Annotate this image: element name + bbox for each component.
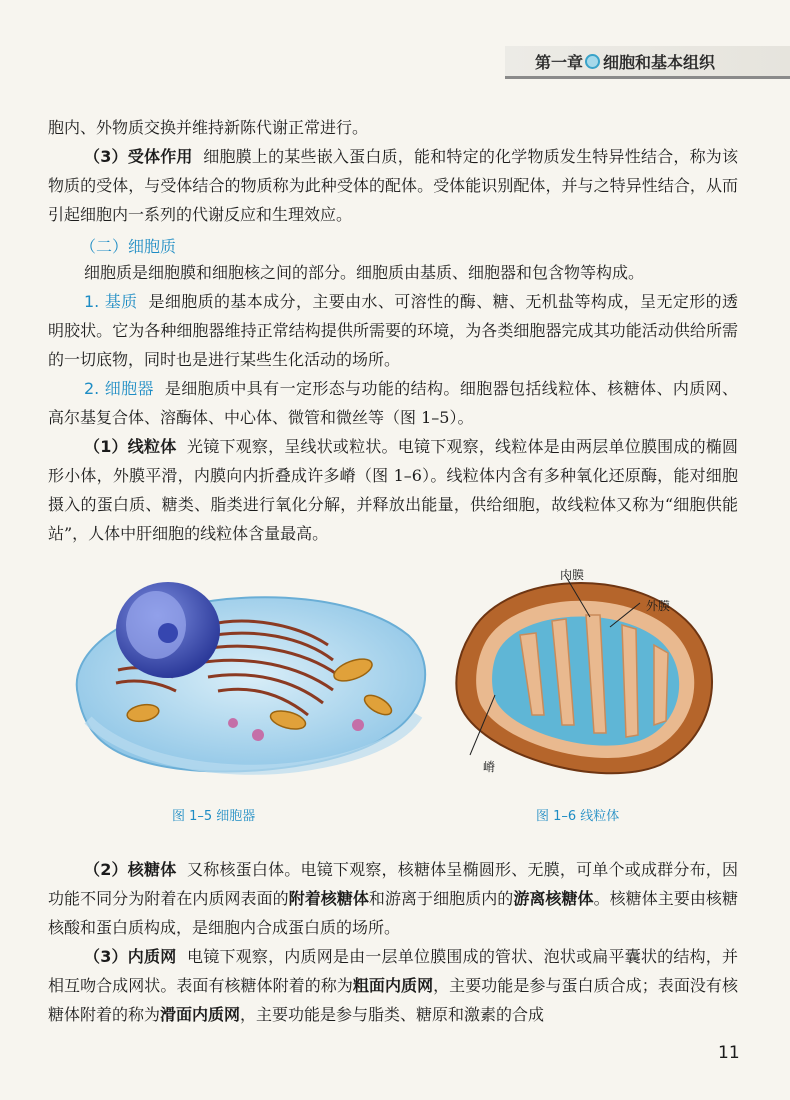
er-body-2: ，主要功能是参与蛋白质合成；表面没有核糖体附着的称为 (48, 976, 738, 1024)
paragraph-mitochondria (48, 432, 738, 548)
chapter-title: 细胞和基本组织 (603, 53, 716, 72)
er-body-3: ，主要功能是参与脂类、糖原和激素的合成 (240, 1005, 545, 1024)
paragraph-organelles (48, 374, 738, 432)
label-inner-membrane: 内膜 (560, 568, 585, 582)
receptor-heading: （3）受体作用 (84, 147, 193, 166)
er-heading: （3）内质网 (84, 947, 177, 966)
chapter-heading (535, 50, 715, 73)
er-smooth: 滑面内质网 (160, 1005, 241, 1024)
organelles-heading: 2. 细胞器 (84, 379, 154, 398)
receptor-body: 细胞膜上的某些嵌入蛋白质，能和特定的化学物质发生特异性结合，称为该物质的受体，与受体结合的物质称为此种受体的配体。受体能识别配体，并与之特异性结合，从而引起细胞内一系列的代谢反应和生理效应。 (48, 147, 739, 224)
paragraph-matrix (48, 287, 738, 374)
ribosome-free: 游离核糖体 (513, 889, 594, 908)
figure-caption-1-5: 图 1–5 细胞器 (172, 809, 256, 824)
cell-organelles-figure (58, 545, 438, 795)
matrix-heading: 1. 基质 (84, 292, 138, 311)
ribosome-body-3: 。核糖体主要由核糖核酸和蛋白质构成，是细胞内合成蛋白质的场所。 (48, 889, 738, 937)
paragraph-receptor (48, 142, 738, 229)
page-header (0, 0, 790, 78)
ribosome-heading: （2）核糖体 (84, 860, 177, 879)
paragraph-continuation: 胞内、外物质交换并维持新陈代谢正常进行。 (48, 118, 369, 137)
page-number: 11 (718, 1043, 740, 1063)
mitochondrion-figure (440, 555, 740, 785)
paragraph-er (48, 942, 738, 1029)
label-crista: 嵴 (483, 760, 496, 774)
matrix-body: 是细胞质的基本成分，主要由水、可溶性的酶、糖、无机盐等构成，呈无定形的透明胶状。它为各种细胞器维持正常结构提供所需要的环境，为各类细胞器完成其功能活动供给所需的一切底物，同时也是进行某些生化活动的场所。 (48, 292, 738, 369)
section-title-cytoplasm: （二）细胞质 (80, 237, 177, 256)
label-outer-membrane: 外膜 (646, 599, 671, 613)
er-rough: 粗面内质网 (352, 976, 434, 995)
figure-caption-1-6: 图 1–6 线粒体 (536, 809, 620, 824)
mitochondria-heading: （1）线粒体 (84, 437, 177, 456)
ribosome-body-1: 又称核蛋白体。电镜下观察，核糖体呈椭圆形、无膜，可单个或成群分布，因功能不同分为附着在内质网表面的 (48, 860, 738, 908)
ribosome-body-2: 和游离于细胞质内的 (368, 889, 514, 908)
er-body-1: 电镜下观察，内质网是由一层单位膜围成的管状、泡状或扁平囊状的结构，并相互吻合成网状。表面有核糖体附着的称为 (48, 947, 738, 995)
mitochondria-body: 光镜下观察，呈线状或粒状。电镜下观察，线粒体是由两层单位膜围成的椭圆形小体，外膜平滑，内膜向内折叠成许多嵴（图 1–6）。线粒体内含有多种氧化还原酶，能对细胞摄入的蛋白质、糖类、脂类进行氧化分解，并释放出能量，供给细胞，故线粒体又称为“细胞供能站”，人体中肝细胞的线粒体含量最高。 (48, 437, 738, 543)
chapter-number: 第一章 (535, 53, 584, 72)
bullet-icon (585, 54, 600, 69)
paragraph-cytoplasm: 细胞质是细胞膜和细胞核之间的部分。细胞质由基质、细胞器和包含物等构成。 (84, 263, 645, 282)
paragraph-ribosome (48, 855, 738, 942)
organelles-body: 是细胞质中具有一定形态与功能的结构。细胞器包括线粒体、核糖体、内质网、高尔基复合体、溶酶体、中心体、微管和微丝等（图 1–5）。 (48, 379, 738, 427)
ribosome-attached: 附着核糖体 (288, 889, 369, 908)
